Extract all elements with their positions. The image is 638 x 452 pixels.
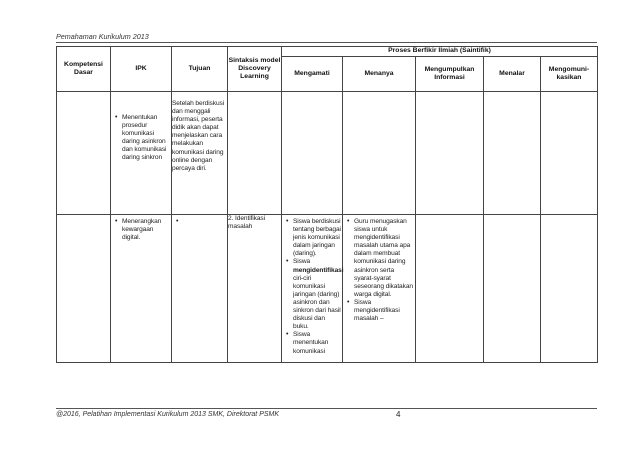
row2-kompetensi-cell bbox=[57, 215, 111, 363]
row1-mengumpulkan-cell bbox=[416, 92, 484, 215]
mengamati-item-1: • Siswa berdiskusi tentang berbagai jenis komunikasi dalam jaringan (daring). bbox=[282, 218, 342, 258]
header-mengkomunikasikan: Mengomuni-kasikan bbox=[541, 57, 598, 92]
row1-menalar-cell bbox=[484, 92, 541, 215]
row1-sintaksis-cell bbox=[228, 92, 282, 215]
page-number: 4 bbox=[396, 410, 401, 419]
row1-mengkomunikasikan-cell bbox=[541, 92, 598, 215]
footer-copyright: @2016, Pelatihan Implementasi Kurikulum 2013 SMK, Direktorat PSMK bbox=[56, 411, 280, 418]
mengamati-item-3: • Siswa menentukan komunikasi bbox=[282, 331, 342, 355]
row2-sintaksis-cell bbox=[228, 215, 282, 363]
row2-tujuan-cell bbox=[172, 215, 228, 363]
row1-tujuan-cell bbox=[172, 92, 228, 215]
header-menalar: Menalar bbox=[484, 57, 541, 92]
page-header-title: Pemahaman Kurikulum 2013 bbox=[56, 32, 149, 41]
lesson-plan-table bbox=[56, 46, 598, 363]
menanya-item-2: • Siswa mengidentifikasi masalah – bbox=[343, 299, 415, 323]
header-sintaksis: Sintaksis model Discovery Learning bbox=[228, 47, 282, 92]
row2-mengumpulkan-cell bbox=[416, 215, 484, 363]
header-kompetensi-dasar: Kompetensi Dasar bbox=[57, 47, 111, 92]
row2-ipk-cell bbox=[111, 215, 172, 363]
row2-ipk-item: • Menerangkan kewargaan digital. bbox=[111, 218, 171, 242]
header-tujuan: Tujuan bbox=[172, 47, 228, 92]
row1-ipk-cell bbox=[111, 92, 172, 215]
row2-mengkomunikasikan-cell bbox=[541, 215, 598, 363]
row1-menanya-cell bbox=[343, 92, 416, 215]
row1-mengamati-cell bbox=[282, 92, 343, 215]
row1-ipk-item: • Menentukan prosedur komunikasi daring asinkron dan komunikasi daring sinkron bbox=[111, 114, 171, 163]
header-proses-berfikir: Proses Berfikir Ilmiah (Saintifik) bbox=[282, 47, 598, 57]
mengamati-item-2: • Siswa mengidentifikasi ciri-ciri komunikasi jaringan (daring) asinkron dan sinkron dari hasil diskusi dan buku. bbox=[282, 258, 342, 331]
row2-sintaksis-text: 2. Identifikasi masalah bbox=[228, 215, 265, 231]
row2-menalar-cell bbox=[484, 215, 541, 363]
menanya-item-1: • Guru menugaskan siswa untuk mengidentifikasi masalah utama apa dalam membuat komunikasi daring asinkron serta syarat-syarat seseorang dikatakan warga digital. bbox=[343, 218, 415, 299]
row1-kompetensi-cell bbox=[57, 92, 111, 215]
header-ipk: IPK bbox=[111, 47, 172, 92]
header-rule bbox=[56, 42, 597, 43]
row2-mengamati-cell bbox=[282, 215, 343, 363]
header-mengamati: Mengamati bbox=[282, 57, 343, 92]
header-menanya: Menanya bbox=[343, 57, 416, 92]
header-mengumpulkan: Mengumpulkan Informasi bbox=[416, 57, 484, 92]
footer-rule bbox=[56, 408, 597, 409]
row2-menanya-cell bbox=[343, 215, 416, 363]
row1-tujuan-text: Setelah berdiskusi dan menggali informasi, peserta didik akan dapat menjelaskan cara melakukan komunikasi daring online dengan percaya diri. bbox=[172, 100, 225, 172]
